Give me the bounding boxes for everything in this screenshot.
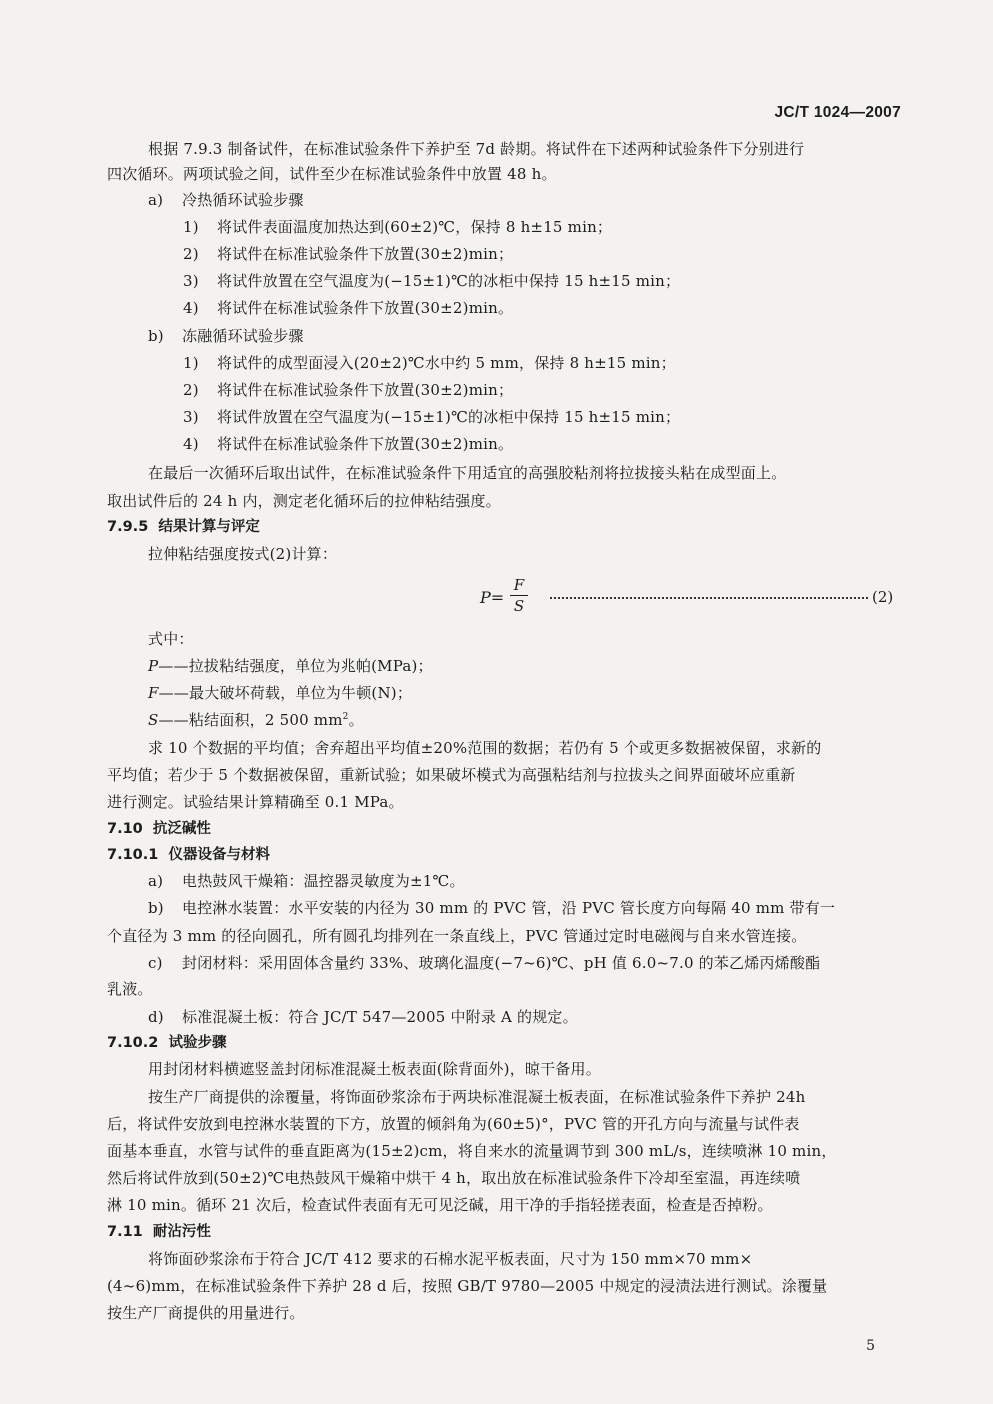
formula-2 [480,576,900,620]
def-p: P——拉拔粘结强度，单位为兆帕(MPa)； [148,657,433,675]
eval-line-3: 进行测定。试验结果计算精确至 0.1 MPa。 [107,793,404,811]
section-7-10-heading: 7.10 抗泛碱性 [107,821,211,837]
intro-line-2: 四次循环。两项试验之间，试件至少在标准试验条件中放置 48 h。 [107,165,557,183]
stain-line-3: 按生产厂商提供的用量进行。 [107,1304,305,1322]
step-b-label: b) [148,327,164,345]
step-a-item-3: 3) 将试件放置在空气温度为(−15±1)℃的冰柜中保持 15 h±15 min； [183,272,681,290]
where-label: 式中： [148,630,194,648]
step-b-item-1: 1) 将试件的成型面浸入(20±2)℃水中约 5 mm，保持 8 h±15 min； [183,354,676,372]
equip-b-line-1: b) 电控淋水装置：水平安装的内径为 30 mm 的 PVC 管，沿 PVC 管长度方向每隔 40 mm 带有一 [148,899,836,917]
step-a-label: a) [148,191,164,209]
stain-line-1: 将饰面砂浆涂布于符合 JC/T 412 要求的石棉水泥平板表面，尺寸为 150 mm×70 mm× [148,1250,753,1268]
stain-line-2: (4~6)mm，在标准试验条件下养护 28 d 后，按照 GB/T 9780—2005 中规定的浸渍法进行测试。涂覆量 [107,1277,828,1295]
after-cycle-line-1: 在最后一次循环后取出试件，在标准试验条件下用适宜的高强胶粘剂将拉拔接头粘在成型面上。 [148,464,787,482]
fraction-bar [510,595,528,596]
formula-denominator: S [513,597,525,615]
standard-code: JC/T 1024—2007 [774,104,901,121]
after-cycle-line-2: 取出试件后的 24 h 内，测定老化循环后的拉伸粘结强度。 [107,492,501,510]
equip-b-line-2: 个直径为 3 mm 的径向圆孔，所有圆孔均排列在一条直线上，PVC 管通过定时电磁阀与自来水管连接。 [107,927,807,945]
step-b-item-3: 3) 将试件放置在空气温度为(−15±1)℃的冰柜中保持 15 h±15 min； [183,408,681,426]
step-b-item-4: 4) 将试件在标准试验条件下放置(30±2)min。 [183,435,514,453]
section-7-9-5-heading [107,516,260,538]
formula-numerator: F [513,576,525,594]
formula-fraction [510,576,528,615]
procedure-line-4: 然后将试件放到(50±2)℃电热鼓风干燥箱中烘干 4 h，取出放在标准试验条件下冷却至室温，再连续喷 [107,1169,801,1187]
dot-leader [550,589,868,599]
page-number: 5 [866,1338,875,1354]
procedure-line-2: 后，将试件安放到电控淋水装置的下方，放置的倾斜角为(60±5)°，PVC 管的开孔方向与流量与试件表 [107,1115,800,1133]
eval-line-2: 平均值；若少于 5 个数据被保留，重新试验；如果破坏模式为高强粘结剂与拉拔头之间界面破坏应重新 [107,766,796,784]
equip-a: a) 电热鼓风干燥箱：温控器灵敏度为±1℃。 [148,872,465,890]
step-b-heading [148,325,304,347]
step-a-heading [148,189,304,211]
section-number: 7.9.5 [107,519,149,535]
eval-line-1: 求 10 个数据的平均值；舍弃超出平均值±20%范围的数据；若仍有 5 个或更多数据被保留，求新的 [148,739,822,757]
step-a-item-1: 1) 将试件表面温度加热达到(60±2)℃，保持 8 h±15 min； [183,218,613,236]
def-s: S——粘结面积，2 500 $mm^2$。 [148,711,364,729]
equip-c-line-1: c) 封闭材料：采用固体含量约 33%、玻璃化温度(−7~6)℃、pH 值 6.0~7.0 的苯乙烯丙烯酸酯 [148,954,821,972]
step-a-item-2: 2) 将试件在标准试验条件下放置(30±2)min； [183,245,514,263]
equation-number: (2) [872,588,894,606]
step-b-item-2: 2) 将试件在标准试验条件下放置(30±2)min； [183,381,514,399]
section-7-10-2-heading: 7.10.2 试验步骤 [107,1035,227,1051]
step-a-item-4: 4) 将试件在标准试验条件下放置(30±2)min。 [183,299,514,317]
step-b-title: 冻融循环试验步骤 [182,327,304,345]
intro-line-1: 根据 7.9.3 制备试件，在标准试验条件下养护至 7d 龄期。将试件在下述两种试验条件下分别进行 [148,140,805,158]
section-7-11-heading: 7.11 耐沾污性 [107,1224,211,1240]
procedure-line-3: 面基本垂直，水管与试件的垂直距离为(15±2)cm，将自来水的流量调节到 300 mL/s，连续喷淋 10 min， [107,1142,837,1160]
equip-d: d) 标准混凝土板：符合 JC/T 547—2005 中附录 A 的规定。 [148,1008,578,1026]
procedure-line-1: 按生产厂商提供的涂覆量，将饰面砂浆涂布于两块标准混凝土板表面，在标准试验条件下养护 24h [148,1088,806,1106]
procedure-p1: 用封闭材料横遮竖盖封闭标准混凝土板表面(除背面外)，晾干备用。 [148,1060,601,1078]
formula-lhs: P= [480,588,505,607]
procedure-line-5: 淋 10 min。循环 21 次后，检查试件表面有无可见泛碱，用干净的手指轻搓表面，检查是否掉粉。 [107,1196,773,1214]
section-7-10-1-heading: 7.10.1 仪器设备与材料 [107,847,270,863]
formula-intro: 拉伸粘结强度按式(2)计算： [148,545,338,563]
equip-c-line-2: 乳液。 [107,980,153,998]
step-a-title: 冷热循环试验步骤 [182,191,304,209]
def-f: F——最大破坏荷载，单位为牛顿(N)； [148,684,413,702]
section-title: 结果计算与评定 [158,519,260,535]
